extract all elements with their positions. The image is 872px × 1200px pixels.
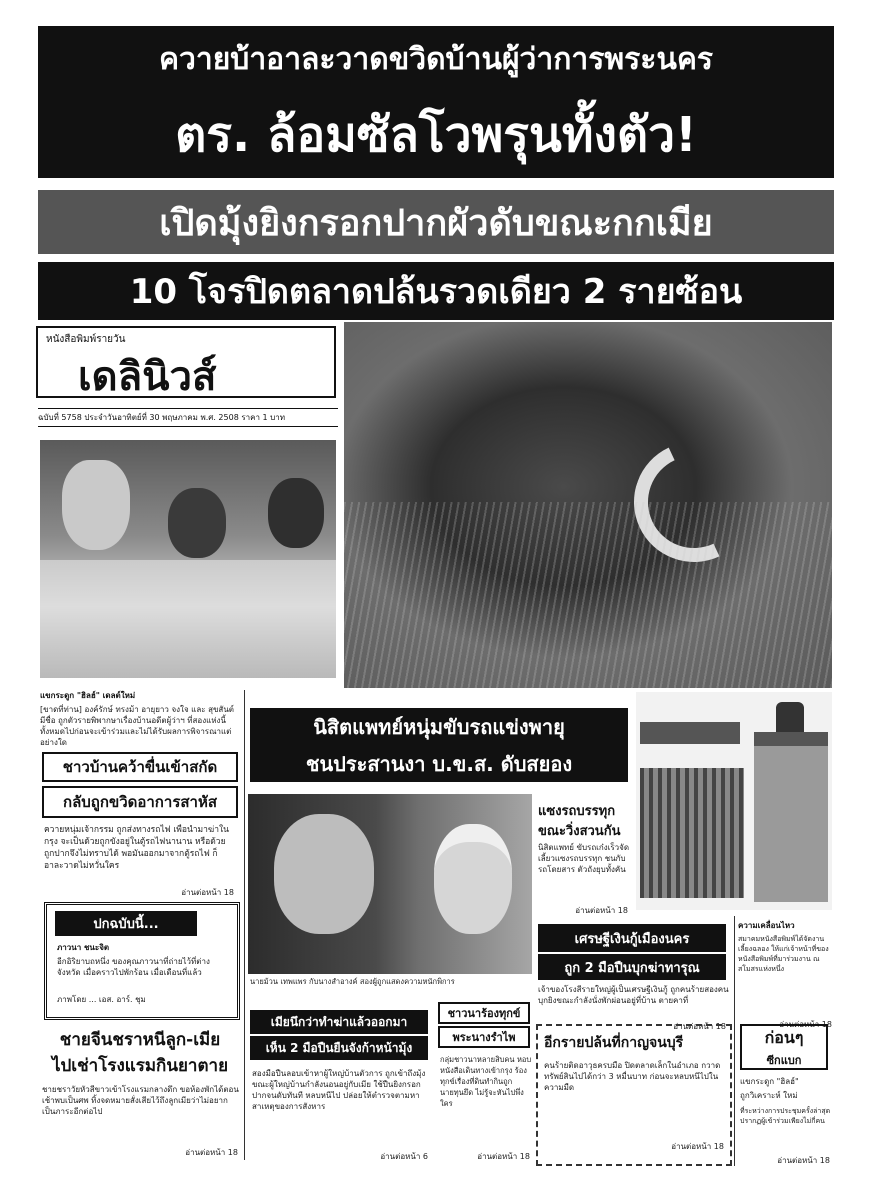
column-divider-right bbox=[734, 916, 735, 1166]
cover-box-title: ปกฉบับนี้... bbox=[55, 911, 197, 936]
story-lamp-cont: อ่านต่อหน้า 6 bbox=[380, 1152, 428, 1161]
story-rich-head-1: เศรษฐีเงินกู้เมืองนคร bbox=[538, 924, 726, 952]
young-man-face bbox=[274, 814, 374, 934]
story-villagers-body: กลุ่มชาวนาหลายสิบคน หอบหนังสือเดินทางเข้ากรุง ร้องทุกข์เรื่องที่ดินทำกินถูกนายทุนยึด ไม่รู้จะหันไปพึ่งใคร bbox=[440, 1055, 532, 1108]
right-top-body: สมาคมหนังสือพิมพ์ได้จัดงานเลี้ยงฉลอง ให้แก่เจ้าหน้าที่ของหนังสือพิมพ์ที่มาร่วมงาน ณ สโมสรแห่งหนึ่ง bbox=[738, 935, 829, 973]
story-chinese-body: ชายชราวัยหัวสีขาวเข้าโรงแรมกลางดึก ขอห้องพักได้ตอนเช้าพบเป็นศพ ทิ้งจดหมายสั่งเสียไว้ถึงลูกเมียว่าไม่อยากเป็นภาระอีกต่อไป bbox=[42, 1085, 239, 1116]
gate-photo bbox=[636, 692, 832, 910]
headline-2: ตร. ล้อมซัลโวพรุนทั้งตัว! bbox=[38, 92, 834, 178]
man-right-head bbox=[268, 478, 324, 548]
story-kanchana-body: คนร้ายติดอาวุธครบมือ ปิดตลาดเล็กในอำเภอ กวาดทรัพย์สินไปได้กว่า 3 หมื่นบาท ก่อนจะหลบหนีไปในความมืด bbox=[544, 1061, 721, 1092]
story-bomb-body: [ขาดที่ท่าน] องค์รักษ์ ทรงม้า อายุยาว จงใจ และ สุขสันต์ มีชื่อ ถูกตัวรายพิพากษาเรื่องบ้านอดีตผู้ว่าฯ ที่สองแห่งนี้ ทั้งหมดไปก่อนจะเข้าร่วมและไม่ได้รับผลการพิจารณาแต่อย่างใด bbox=[40, 705, 234, 747]
cover-box-author: ภาวนา ชนะจิต bbox=[57, 943, 110, 952]
story-chinese-cont: อ่านต่อหน้า 18 bbox=[185, 1148, 238, 1157]
accident-sub-head-1: แซงรถบรรทุก bbox=[538, 804, 616, 819]
old-woman-face bbox=[434, 824, 512, 934]
gate-fence bbox=[640, 768, 744, 898]
story-buffalo-head-2: กลับถูกขวิดอาการสาหัส bbox=[42, 786, 238, 818]
story-buffalo-body: ควายหนุ่มเจ้ากรรม ถูกส่งทางรถไฟ เพื่อนำมาฆ่าในกรุง จะเป็นด้วยถูกขังอยู่ในตู้รถไฟนานาน หรือด้วยถูกปากจึงไม่ทราบได้ พอมันออกมาจากตู้รถไฟ ก็อาละวาดไม่หวั่นใคร bbox=[44, 825, 229, 871]
men-shirts bbox=[40, 560, 336, 678]
story-rich-body: เจ้าของโรงสีรายใหญ่ผู้เป็นเศรษฐีเงินกู้ ถูกคนร้ายสองคนบุกยิงขณะกำลังนั่งพักผ่อนอยู่ที่บ้าน ตายคาที่ bbox=[538, 985, 729, 1005]
accident-photo bbox=[248, 794, 532, 974]
right-item-2: ถูกวิเคราะห์ ใหม่ bbox=[740, 1091, 798, 1100]
man-middle-head bbox=[168, 488, 226, 558]
masthead bbox=[36, 326, 336, 398]
accident-sub-head-2: ขณะวิ่งสวนกัน bbox=[538, 824, 621, 839]
story-villagers-head-2: พระนางรำไพ bbox=[438, 1026, 530, 1048]
story-lamp-body: สองมือปืนลอบเข้าหาผู้ใหญ่บ้านตัวการ ถูกเข้าถึงมุ้งขณะผู้ใหญ่บ้านกำลังนอนอยู่กับเมีย ใช้ปืนยิงกรอกปากจนดับทันที หลบหนีไป ปล่อยให้ตำรวจตามหาสาเหตุของการสังหาร bbox=[252, 1069, 426, 1111]
cover-box bbox=[44, 902, 240, 1020]
right-bottom-cont: อ่านต่อหน้า 18 bbox=[777, 1156, 830, 1165]
headline-3: เปิดมุ้งยิงกรอกปากผัวดับขณะกกเมีย bbox=[38, 190, 834, 254]
story-villagers-cont: อ่านต่อหน้า 18 bbox=[477, 1152, 530, 1161]
accident-caption: นายม้วน เทพแพร กับนางสำอางค์ สองผู้ถูกแสดงความหนักพิการ bbox=[250, 977, 455, 986]
buffalo-photo bbox=[344, 322, 832, 688]
accident-sub-body: นิสิตแพทย์ ขับรถเก๋งเร็วจัด เลี้ยวแซงรถบรรทุก ชนกับรถโดยสาร ตัวถังยุบทั้งคัน bbox=[538, 843, 630, 874]
story-buffalo-cont: อ่านต่อหน้า 18 bbox=[181, 888, 234, 897]
man-left-head bbox=[62, 460, 130, 550]
issue-line: ฉบับที่ 5758 ประจำวันอาทิตย์ที่ 30 พฤษภาคม พ.ศ. 2508 ราคา 1 บาท bbox=[38, 408, 338, 427]
gate-lamp bbox=[776, 702, 804, 732]
headline-4: 10 โจรปิดตลาดปล้นรวดเดียว 2 รายซ้อน bbox=[38, 262, 834, 320]
right-bottom-body: ที่ระหว่างการประชุมครั้งล่าสุด ปรากฏผู้เข้าร่วมเพียงไม่กี่คน bbox=[740, 1107, 831, 1125]
right-tag-box bbox=[740, 1024, 828, 1070]
story-chinese-head-1: ชายจีนชราหนีลูก-เมีย bbox=[59, 1030, 221, 1050]
column-divider-left bbox=[244, 690, 245, 1160]
story-accident-head-1: นิสิตแพทย์หนุ่มขับรถแข่งพายุ bbox=[250, 708, 628, 746]
story-buffalo-head-1: ชาวบ้านคว้าขื่นเข้าสกัด bbox=[42, 752, 238, 782]
gate-pillar bbox=[754, 732, 828, 902]
cover-box-body: อีกอิริยาบถหนึ่ง ของคุณภาวนาที่ถ่ายไว้ที่ต่างจังหวัด เมื่อคราวไปพักร้อน เมื่อเดือนที่แล้ว bbox=[57, 957, 210, 977]
story-accident-head-2: ชนประสานงา บ.ข.ส. ดับสยอง bbox=[250, 746, 628, 782]
story-bomb bbox=[40, 690, 244, 748]
right-tag-2: ซีกแบก bbox=[766, 1054, 802, 1067]
headline-1: ควายบ้าอาละวาดขวิดบ้านผู้ว่าการพระนคร bbox=[38, 26, 834, 92]
story-rich-cont: อ่านต่อหน้า 18 bbox=[673, 1022, 726, 1031]
masthead-name: เดลินิวส์ bbox=[78, 353, 217, 400]
story-kanchana-box bbox=[536, 1024, 732, 1166]
story-rich-head-2: ถูก 2 มือปืนบุกฆ่าทารุณ bbox=[538, 954, 726, 980]
grass-texture bbox=[344, 502, 832, 688]
cover-box-credit: ภาพโดย ... เอส. อาร์. ชุม bbox=[57, 995, 146, 1004]
right-top-cont: อ่านต่อหน้า 18 bbox=[779, 1020, 832, 1029]
right-top-heading: ความเคลื่อนไหว bbox=[738, 921, 795, 930]
right-item-1: แขกระดูก "ฮิลฮ์" bbox=[740, 1077, 799, 1086]
story-villagers-head-1: ชาวนาร้องทุกข์ bbox=[438, 1002, 530, 1024]
three-men-photo bbox=[40, 440, 336, 678]
gate-roof bbox=[640, 722, 740, 744]
story-lamp-head-2: เห็น 2 มือปืนยืนจังก้าหน้ามุ้ง bbox=[250, 1036, 428, 1060]
story-lamp-head-1: เมียนึกว่าทำฆ่าแล้วออกมา bbox=[250, 1010, 428, 1034]
story-kanchana-head: อีกรายปล้นที่กาญจนบุรี bbox=[544, 1035, 684, 1051]
story-bomb-heading: แขกระดูก "ฮิลฮ์" เดลต์ใหม่ bbox=[40, 691, 136, 700]
story-kanchana-cont: อ่านต่อหน้า 18 bbox=[671, 1142, 724, 1151]
right-tag: ก่อนๆ bbox=[764, 1028, 804, 1047]
accident-sub-cont: อ่านต่อหน้า 18 bbox=[575, 906, 628, 915]
story-chinese-head-2: ไปเช่าโรงแรมกินยาตาย bbox=[51, 1056, 229, 1076]
masthead-tagline: หนังสือพิมพ์รายวัน bbox=[46, 334, 126, 345]
